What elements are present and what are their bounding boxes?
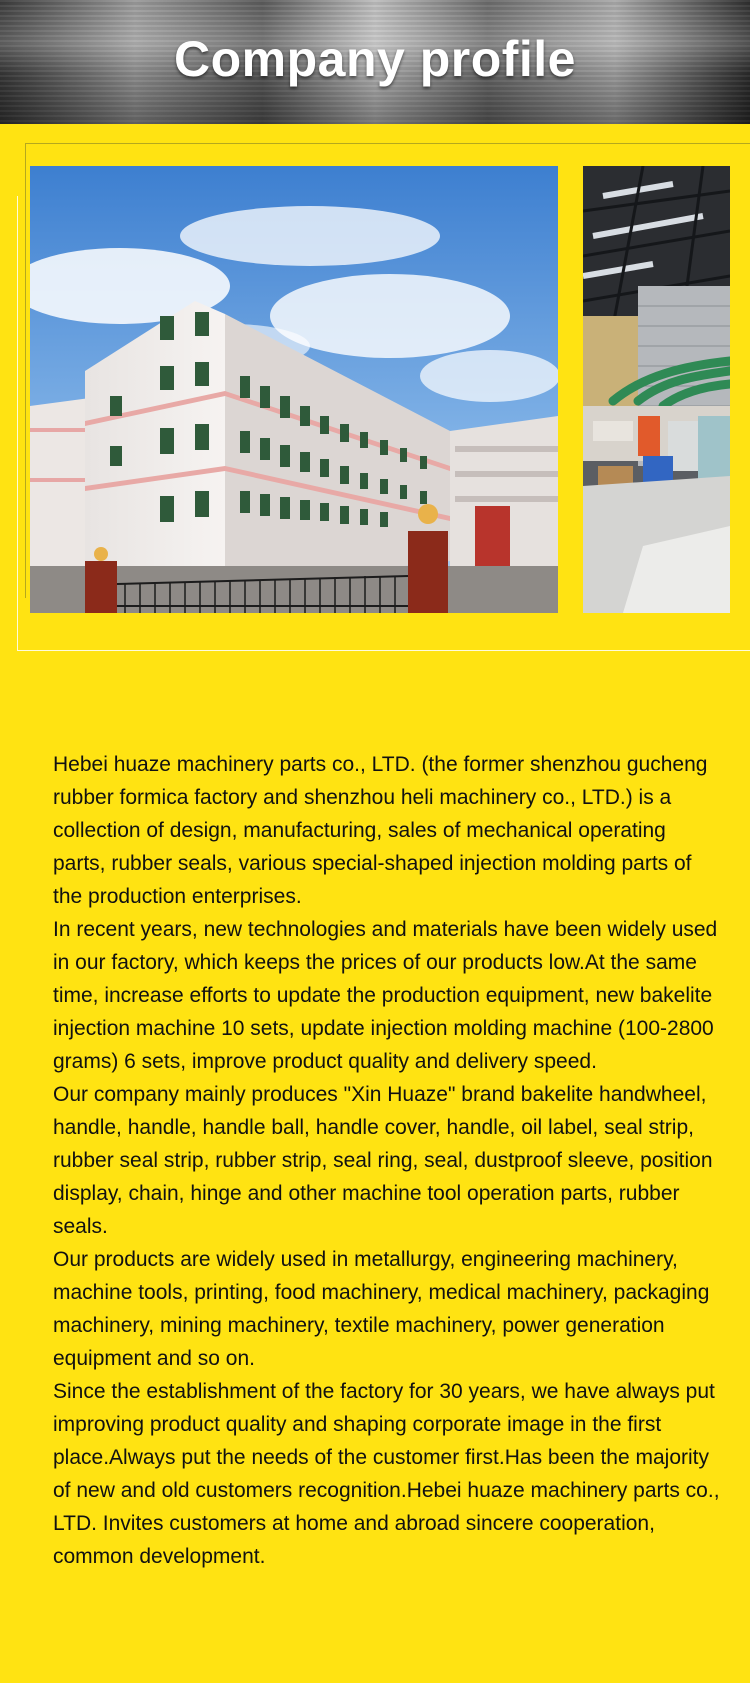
factory-building-image: [30, 166, 558, 613]
header-banner: [0, 0, 750, 124]
company-description: [53, 748, 721, 1573]
page-title: Company profile: [174, 31, 576, 87]
description-paragraph-1: Hebei huaze machinery parts co., LTD. (the former shenzhou gucheng rubber formica factory and shenzhou heli machinery co., LTD.) is a collection of design, manufacturing, sales of mechanical operating parts, rubber seals, various special-shaped injection molding parts of the production enterprises.: [53, 753, 708, 908]
description-paragraph-5: Since the establishment of the factory for 30 years, we have always put improving product quality and shaping corporate image in the first place.Always put the needs of the customer first.Has been the majority of new and old customers recognition.Hebei huaze machinery parts co., LTD. Invites customers at home and abroad sincere cooperation, common development.: [53, 1380, 720, 1568]
workshop-image: [583, 166, 730, 613]
description-paragraph-2: In recent years, new technologies and materials have been widely used in our factory, which keeps the prices of our products low.At the same time, increase efforts to update the production equipment, new bakelite injection machine 10 sets, update injection molding machine (100-2800 grams) 6 sets, improve product quality and delivery speed.: [53, 918, 718, 1073]
description-paragraph-3: Our company mainly produces "Xin Huaze" brand bakelite handwheel, handle, handle, handle ball, handle cover, handle, oil label, seal strip, rubber seal strip, rubber strip, seal ring, seal, dustproof sleeve, position display, chain, hinge and other machine tool operation parts, rubber seals.: [53, 1083, 713, 1238]
description-paragraph-4: Our products are widely used in metallurgy, engineering machinery, machine tools, printing, food machinery, medical machinery, packaging machinery, mining machinery, textile machinery, power generation equipment and so on.: [53, 1248, 710, 1370]
